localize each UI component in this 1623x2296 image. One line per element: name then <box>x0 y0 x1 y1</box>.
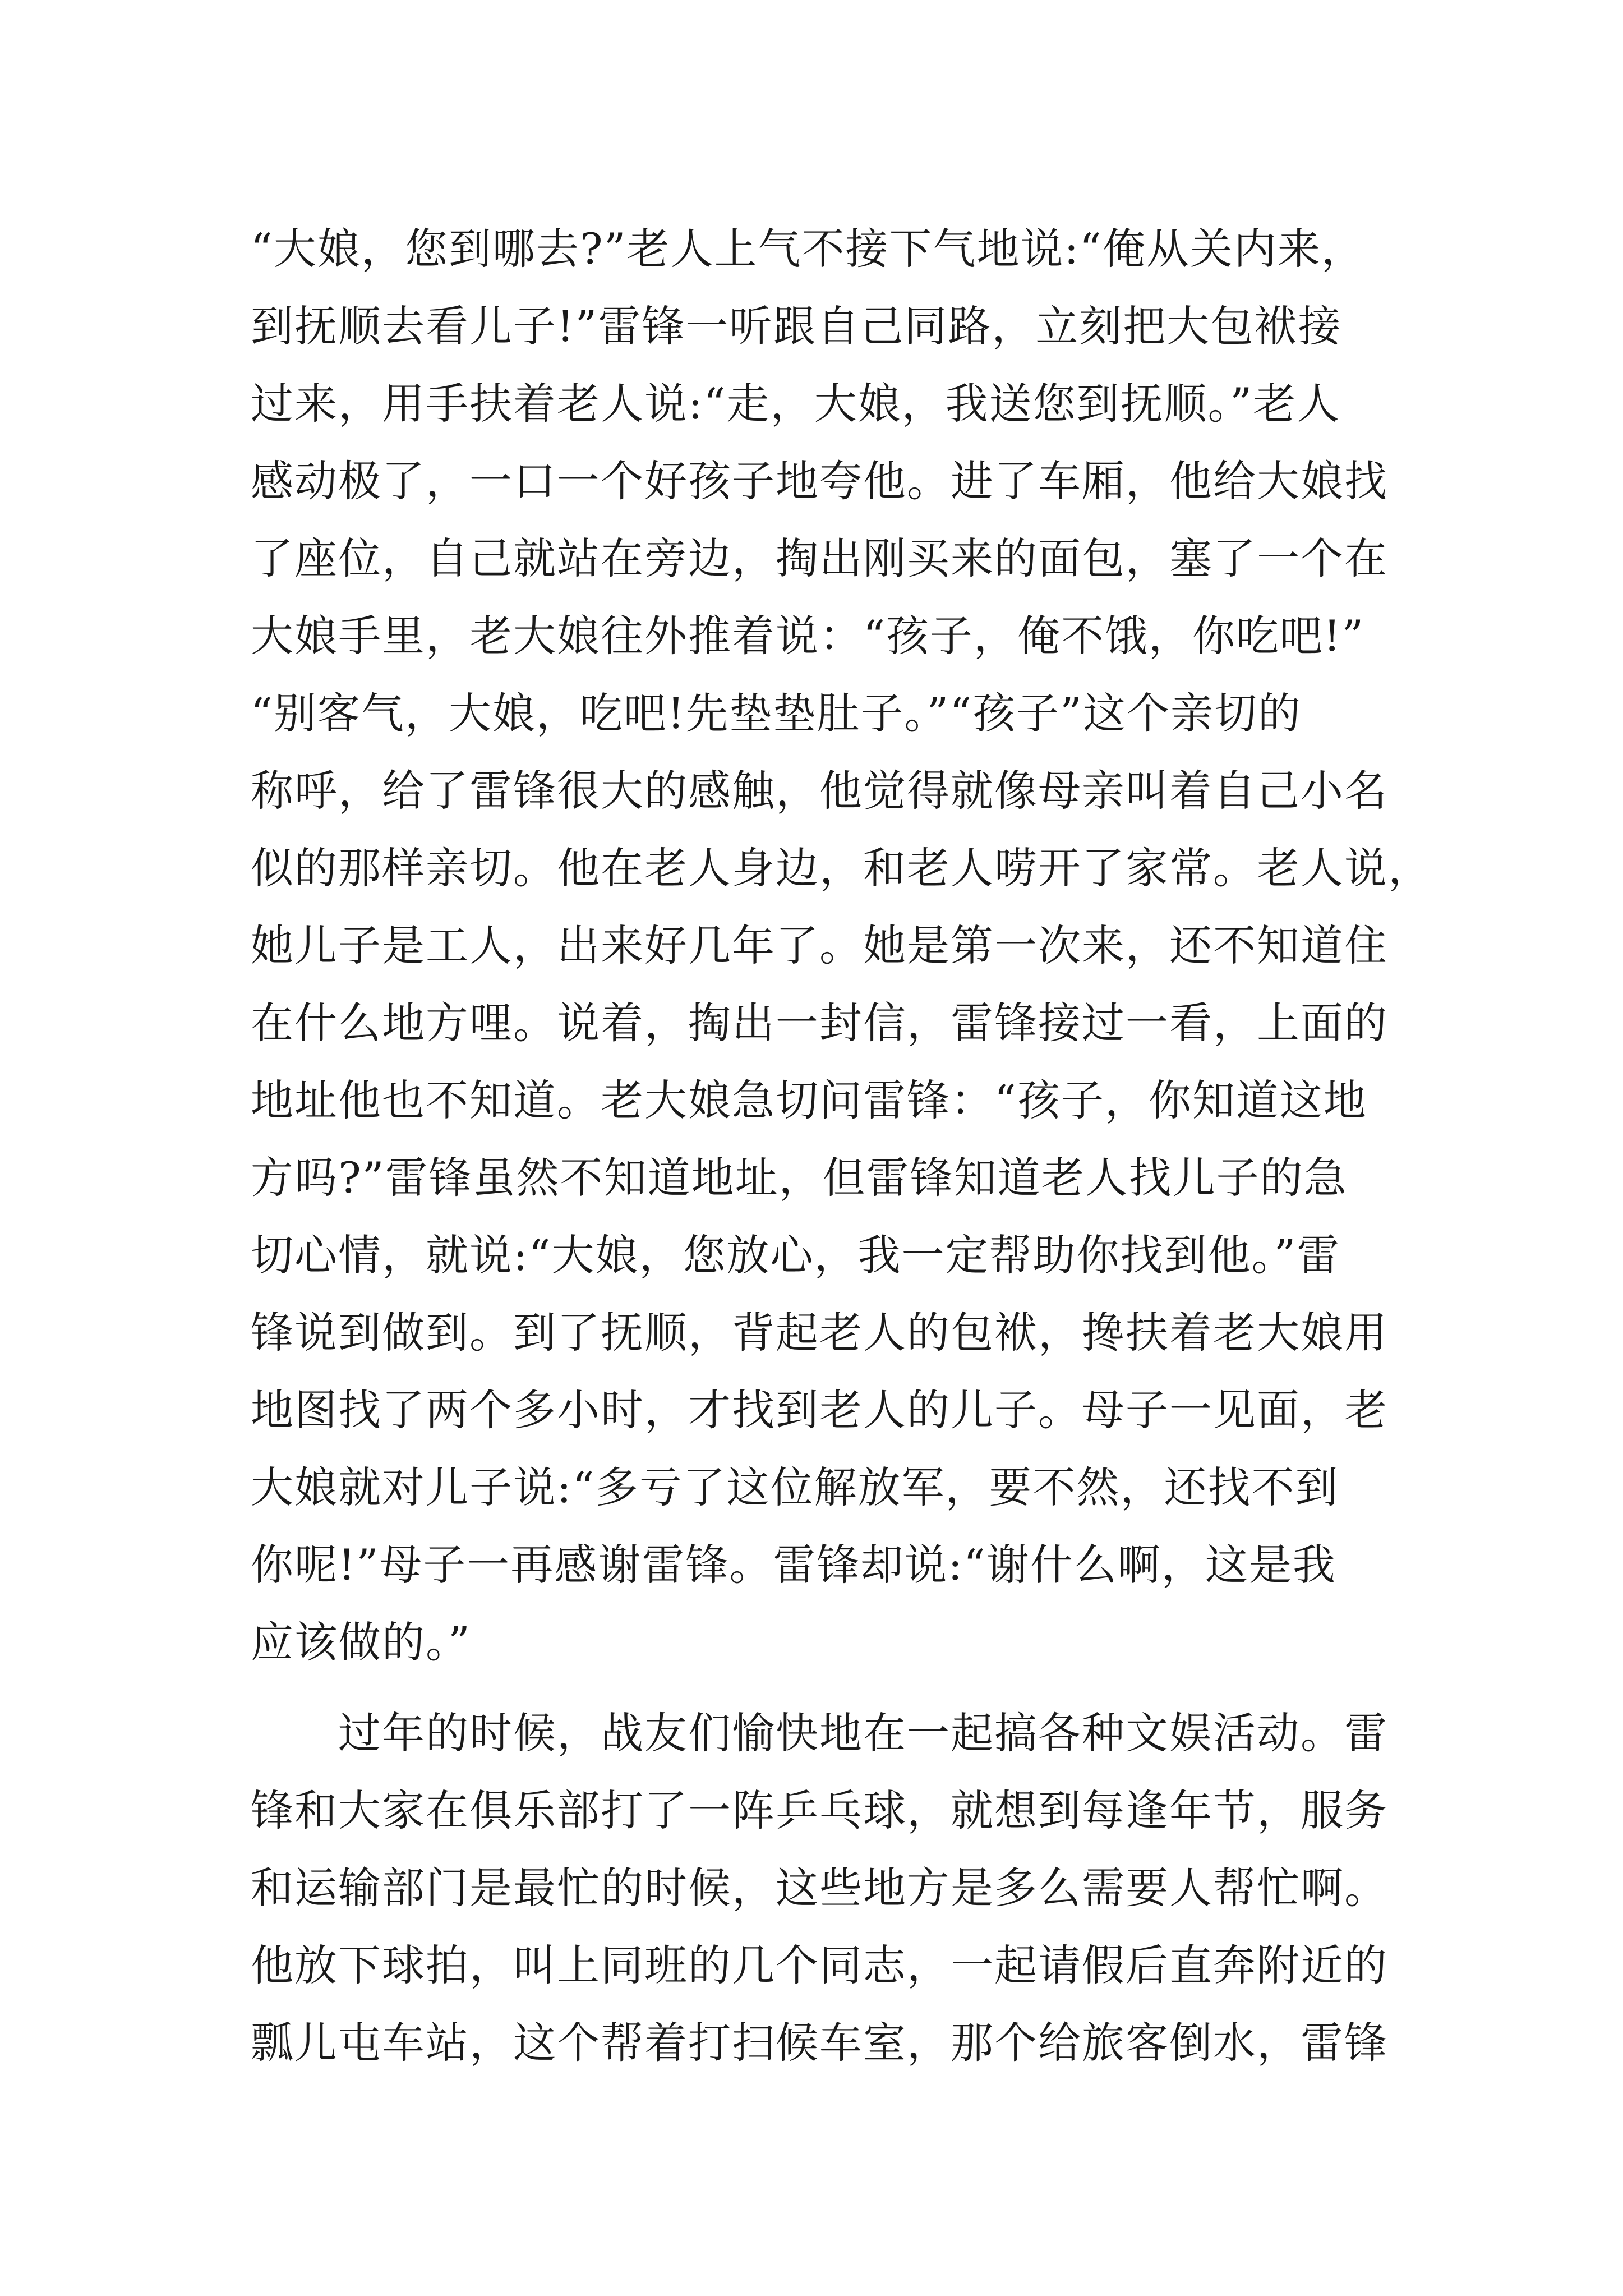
text-line: 感动极了，一口一个好孩子地夸他。进了车厢，他给大娘找 <box>251 456 1388 506</box>
text-line: “大娘，您到哪去?”老人上气不接下气地说:“俺从关内来， <box>251 224 1365 274</box>
text-line: 她儿子是工人，出来好几年了。她是第一次来，还不知道住 <box>251 921 1388 970</box>
text-line: 切心情，就说:“大娘，您放心，我一定帮助你找到他。”雷 <box>251 1230 1341 1280</box>
body-text <box>251 210 1432 2082</box>
text-line: 大娘就对儿子说:“多亏了这位解放军，要不然，还找不到 <box>251 1462 1339 1512</box>
text-line: 称呼，给了雷锋很大的感触，他觉得就像母亲叫着自己小名 <box>251 766 1388 816</box>
text-line: 他放下球拍，叫上同班的几个同志，一起请假后直奔附近的 <box>251 1940 1388 1990</box>
text-line: 方吗?”雷锋虽然不知道地址，但雷锋知道老人找儿子的急 <box>251 1153 1348 1203</box>
paragraph <box>251 1695 1406 2082</box>
text-line: 大娘手里，老大娘往外推着说：“孩子，俺不饿，你吃吧!” <box>251 611 1365 661</box>
text-line: 应该做的。” <box>251 1617 471 1667</box>
text-line: 你呢!”母子一再感谢雷锋。雷锋却说:“谢什么啊，这是我 <box>251 1540 1336 1590</box>
paragraph-gap <box>251 1681 1406 1695</box>
text-line: 在什么地方哩。说着，掏出一封信，雷锋接过一看，上面的 <box>251 998 1388 1048</box>
text-line: 锋和大家在俱乐部打了一阵乒乓球，就想到每逢年节，服务 <box>251 1786 1388 1835</box>
text-line: “别客气，大娘，吃吧!先垫垫肚子。”“孩子”这个亲切的 <box>251 688 1302 738</box>
text-line: 地址他也不知道。老大娘急切问雷锋：“孩子，你知道这地 <box>251 1075 1367 1125</box>
paragraph <box>251 210 1432 1681</box>
text-line: 和运输部门是最忙的时候，这些地方是多么需要人帮忙啊。 <box>251 1863 1388 1913</box>
text-line: 到抚顺去看儿子!”雷锋一听跟自己同路，立刻把大包袱接 <box>251 301 1342 351</box>
text-line: 地图找了两个多小时，才找到老人的儿子。母子一见面，老 <box>251 1385 1388 1435</box>
text-line: 似的那样亲切。他在老人身边，和老人唠开了家常。老人说， <box>251 843 1432 893</box>
text-line: 瓢儿屯车站，这个帮着打扫候车室，那个给旅客倒水，雷锋 <box>251 2018 1388 2068</box>
text-line: 过来，用手扶着老人说:“走，大娘，我送您到抚顺。”老人 <box>251 379 1341 429</box>
text-line: 了座位，自己就站在旁边，掏出刚买来的面包，塞了一个在 <box>251 533 1388 583</box>
text-line: 锋说到做到。到了抚顺，背起老人的包袱，搀扶着老大娘用 <box>251 1308 1388 1358</box>
text-line: 过年的时候，战友们愉快地在一起搞各种文娱活动。雷 <box>251 1708 1388 1758</box>
